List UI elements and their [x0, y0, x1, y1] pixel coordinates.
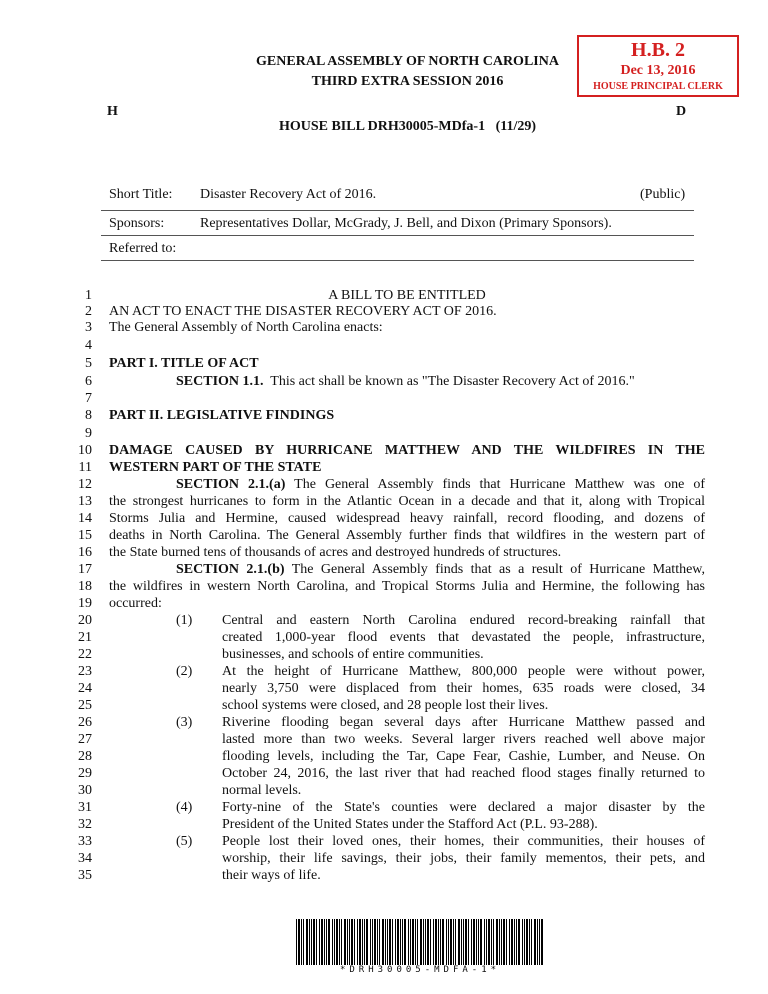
barcode-bar — [534, 919, 536, 965]
referred-label: Referred to: — [109, 241, 177, 256]
finding-text-line: Riverine flooding began several days after Hurricane Matthew passed and — [222, 715, 705, 730]
barcode-bar — [303, 919, 304, 965]
section-1-1 — [176, 374, 635, 390]
barcode-bar — [473, 919, 475, 965]
line-number: 6 — [85, 374, 92, 389]
finding-text-line: their ways of life. — [222, 868, 321, 883]
barcode-bar — [374, 919, 376, 965]
barcode-bar — [526, 919, 528, 965]
barcode — [296, 919, 544, 967]
barcode-bar — [448, 919, 449, 965]
barcode-bar — [389, 919, 391, 965]
divider-2 — [101, 235, 694, 236]
barcode-bar — [379, 919, 380, 965]
section-2-1a-line: deaths in North Carolina. The General Assembly further finds that wildfires in the western part of — [109, 528, 705, 543]
barcode-bar — [326, 919, 327, 965]
barcode-bar — [417, 919, 418, 965]
line-number: 24 — [78, 681, 92, 696]
barcode-bar — [539, 919, 540, 965]
line-number: 33 — [78, 834, 92, 849]
barcode-bar — [347, 919, 348, 965]
finding-text-line: school systems were closed, and 28 people lost their lives. — [222, 698, 549, 713]
stamp-bill-number: H.B. 2 — [631, 39, 685, 61]
section-2-1a-first-line — [176, 477, 705, 493]
barcode-bar — [387, 919, 388, 965]
barcode-bar — [486, 919, 487, 965]
line-number: 9 — [85, 426, 92, 441]
section-2-1a-line: the State burned tens of thousands of acres and destroyed hundreds of structures. — [109, 545, 562, 560]
bill-number: HOUSE BILL DRH30005-MDfa-1 (11/29) — [278, 119, 537, 134]
barcode-bar — [344, 919, 346, 965]
section-2-1a-label: SECTION 2.1.(a) — [176, 477, 286, 492]
barcode-bar — [465, 919, 467, 965]
barcode-bar — [453, 919, 454, 965]
line-number: 3 — [85, 320, 92, 335]
act-title: AN ACT TO ENACT THE DISASTER RECOVERY ACT OF 2016. — [109, 304, 497, 319]
house-letter-left: H — [107, 104, 118, 119]
line-number: 27 — [78, 732, 92, 747]
line-number: 31 — [78, 800, 92, 815]
barcode-bar — [511, 919, 513, 965]
barcode-bar — [514, 919, 515, 965]
barcode-bar — [385, 919, 386, 965]
barcode-bar — [309, 919, 310, 965]
barcode-bar — [334, 919, 335, 965]
line-number: 22 — [78, 647, 92, 662]
barcode-bar — [364, 919, 365, 965]
barcode-bar — [488, 919, 490, 965]
line-number: 34 — [78, 851, 92, 866]
barcode-bar — [529, 919, 530, 965]
finding-number: (4) — [176, 800, 193, 815]
line-number: 23 — [78, 664, 92, 679]
barcode-bar — [522, 919, 523, 965]
barcode-bar — [319, 919, 320, 965]
barcode-bar — [435, 919, 437, 965]
finding-text-line: businesses, and schools of entire communities. — [222, 647, 484, 662]
damage-heading-line-1: DAMAGE CAUSED BY HURRICANE MATTHEW AND THE WILDFIRES IN THE — [109, 443, 705, 458]
line-number: 17 — [78, 562, 92, 577]
finding-number: (3) — [176, 715, 193, 730]
short-title: Disaster Recovery Act of 2016. — [200, 187, 377, 202]
line-number: 2 — [85, 304, 92, 319]
line-number: 21 — [78, 630, 92, 645]
sponsors-label: Sponsors: — [109, 216, 165, 231]
line-number: 1 — [85, 288, 92, 303]
barcode-bar — [382, 919, 384, 965]
barcode-bar — [476, 919, 477, 965]
barcode-bar — [377, 919, 378, 965]
barcode-bar — [332, 919, 333, 965]
barcode-bar — [351, 919, 353, 965]
finding-text-line: October 24, 2016, the last river that had reached flood stages finally returned to — [222, 766, 705, 781]
part-1-heading: PART I. TITLE OF ACT — [109, 356, 259, 371]
line-number: 19 — [78, 596, 92, 611]
barcode-bar — [370, 919, 371, 965]
house-letter-right: D — [676, 104, 687, 119]
finding-text-line: People lost their loved ones, their homes, their communities, their houses of — [222, 834, 705, 849]
barcode-bar — [484, 919, 485, 965]
line-number: 7 — [85, 391, 92, 406]
barcode-bar — [301, 919, 302, 965]
barcode-bar — [450, 919, 452, 965]
assembly-title: GENERAL ASSEMBLY OF NORTH CAROLINA — [256, 54, 559, 69]
section-2-1b-label: SECTION 2.1.(b) — [176, 562, 285, 577]
line-number: 5 — [85, 356, 92, 371]
session-title: THIRD EXTRA SESSION 2016 — [311, 74, 504, 89]
barcode-bar — [404, 919, 406, 965]
finding-text-line: At the height of Hurricane Matthew, 800,000 people were without power, — [222, 664, 705, 679]
barcode-bar — [503, 919, 505, 965]
barcode-bar — [501, 919, 502, 965]
barcode-bar — [496, 919, 498, 965]
barcode-bar — [516, 919, 517, 965]
stamp-office: HOUSE PRINCIPAL CLERK — [593, 81, 723, 92]
line-number: 25 — [78, 698, 92, 713]
barcode-bar — [321, 919, 323, 965]
barcode-bar — [518, 919, 520, 965]
enacting-clause: The General Assembly of North Carolina enacts: — [109, 320, 383, 335]
barcode-text: *DRH30005-MDFA-1* — [339, 965, 501, 975]
line-number: 29 — [78, 766, 92, 781]
barcode-bar — [328, 919, 330, 965]
barcode-bar — [480, 919, 482, 965]
line-number: 32 — [78, 817, 92, 832]
damage-heading-line-2: WESTERN PART OF THE STATE — [109, 460, 322, 475]
line-number: 10 — [78, 443, 92, 458]
barcode-bar — [468, 919, 469, 965]
finding-text-line: created 1,000-year flood events that devastated the people, infrastructure, — [222, 630, 705, 645]
finding-text-line: lasted more than two weeks. Several larger rivers reached well above major — [222, 732, 705, 747]
finding-number: (2) — [176, 664, 193, 679]
line-number: 14 — [78, 511, 92, 526]
clerk-stamp — [577, 35, 739, 97]
barcode-bar — [402, 919, 403, 965]
finding-text-line: Forty-nine of the State's counties were declared a major disaster by the — [222, 800, 705, 815]
line-number: 8 — [85, 408, 92, 423]
barcode-bar — [410, 919, 411, 965]
barcode-bar — [392, 919, 393, 965]
barcode-bar — [440, 919, 441, 965]
section-2-1b-text: The General Assembly finds that as a result of Hurricane Matthew, — [291, 562, 705, 577]
section-2-1a-line: Storms Julia and Hermine, caused widespread heavy rainfall, record flooding, and dozens of — [109, 511, 705, 526]
barcode-bar — [524, 919, 525, 965]
barcode-bar — [357, 919, 358, 965]
section-1-1-text: This act shall be known as "The Disaster Recovery Act of 2016." — [270, 374, 635, 389]
line-number: 28 — [78, 749, 92, 764]
barcode-bar — [463, 919, 464, 965]
barcode-bar — [316, 919, 317, 965]
section-2-1a-text: The General Assembly finds that Hurricane Matthew was one of — [294, 477, 706, 492]
finding-number: (1) — [176, 613, 193, 628]
barcode-bar — [324, 919, 325, 965]
line-number: 18 — [78, 579, 92, 594]
barcode-bar — [339, 919, 340, 965]
section-2-1b-first-line — [176, 562, 705, 578]
section-2-1b-line: the wildfires in western North Carolina, and Tropical Storms Julia and Hermine, the following has — [109, 579, 705, 594]
barcode-bar — [397, 919, 399, 965]
barcode-bar — [296, 919, 297, 965]
barcode-bar — [354, 919, 355, 965]
line-number: 13 — [78, 494, 92, 509]
line-number: 12 — [78, 477, 92, 492]
short-title-label: Short Title: — [109, 187, 173, 202]
section-2-1a-line: the strongest hurricanes to form in the Atlantic Ocean in a decade and that it, along with Tropical — [109, 494, 705, 509]
divider-1 — [101, 210, 694, 211]
barcode-bar — [541, 919, 543, 965]
section-2-1b-line: occurred: — [109, 596, 162, 611]
line-number: 30 — [78, 783, 92, 798]
barcode-bar — [311, 919, 312, 965]
barcode-bar — [506, 919, 507, 965]
line-number: 26 — [78, 715, 92, 730]
barcode-bar — [313, 919, 315, 965]
finding-text-line: flooding levels, including the Tar, Cape Fear, Cashie, Lumber, and Neuse. On — [222, 749, 705, 764]
part-2-heading: PART II. LEGISLATIVE FINDINGS — [109, 408, 335, 423]
barcode-bar — [491, 919, 492, 965]
finding-number: (5) — [176, 834, 193, 849]
barcode-bar — [430, 919, 431, 965]
barcode-bar — [537, 919, 538, 965]
barcode-bar — [478, 919, 479, 965]
barcode-bar — [433, 919, 434, 965]
barcode-bar — [412, 919, 414, 965]
barcode-bar — [408, 919, 409, 965]
barcode-bar — [341, 919, 342, 965]
barcode-bar — [427, 919, 429, 965]
barcode-bar — [461, 919, 462, 965]
line-number: 35 — [78, 868, 92, 883]
finding-text-line: President of the United States under the Stafford Act (P.L. 93-288). — [222, 817, 598, 832]
barcode-bar — [425, 919, 426, 965]
barcode-bar — [306, 919, 308, 965]
barcode-bar — [298, 919, 300, 965]
barcode-bar — [531, 919, 532, 965]
barcode-bar — [362, 919, 363, 965]
barcode-bar — [438, 919, 439, 965]
finding-text-line: nearly 3,750 were displaced from their homes, 635 roads were closed, 34 — [222, 681, 705, 696]
barcode-bar — [359, 919, 361, 965]
line-number: 11 — [78, 460, 92, 475]
barcode-bar — [458, 919, 460, 965]
barcode-bar — [420, 919, 422, 965]
finding-text-line: normal levels. — [222, 783, 302, 798]
barcode-bar — [372, 919, 373, 965]
barcode-bar — [400, 919, 401, 965]
barcode-bar — [499, 919, 500, 965]
barcode-bar — [423, 919, 424, 965]
barcode-bar — [415, 919, 416, 965]
barcode-bar — [395, 919, 396, 965]
line-number: 20 — [78, 613, 92, 628]
line-number: 16 — [78, 545, 92, 560]
finding-text-line: Central and eastern North Carolina endured record-breaking rainfall that — [222, 613, 705, 628]
line-number: 15 — [78, 528, 92, 543]
section-1-1-label: SECTION 1.1. — [176, 374, 264, 389]
barcode-bar — [509, 919, 510, 965]
divider-3 — [101, 260, 694, 261]
public-label: (Public) — [640, 187, 686, 202]
sponsors: Representatives Dollar, McGrady, J. Bell, and Dixon (Primary Sponsors). — [200, 216, 612, 231]
barcode-bar — [366, 919, 368, 965]
barcode-bar — [349, 919, 350, 965]
barcode-bar — [446, 919, 447, 965]
barcode-bar — [442, 919, 444, 965]
barcode-bar — [493, 919, 494, 965]
bill-entitled: A BILL TO BE ENTITLED — [328, 288, 486, 303]
barcode-bar — [455, 919, 456, 965]
barcode-bar — [336, 919, 338, 965]
line-number: 4 — [85, 338, 92, 353]
barcode-bar — [471, 919, 472, 965]
finding-text-line: worship, their life savings, their jobs, their family mementos, their pets, and — [222, 851, 705, 866]
stamp-date: Dec 13, 2016 — [620, 63, 696, 78]
